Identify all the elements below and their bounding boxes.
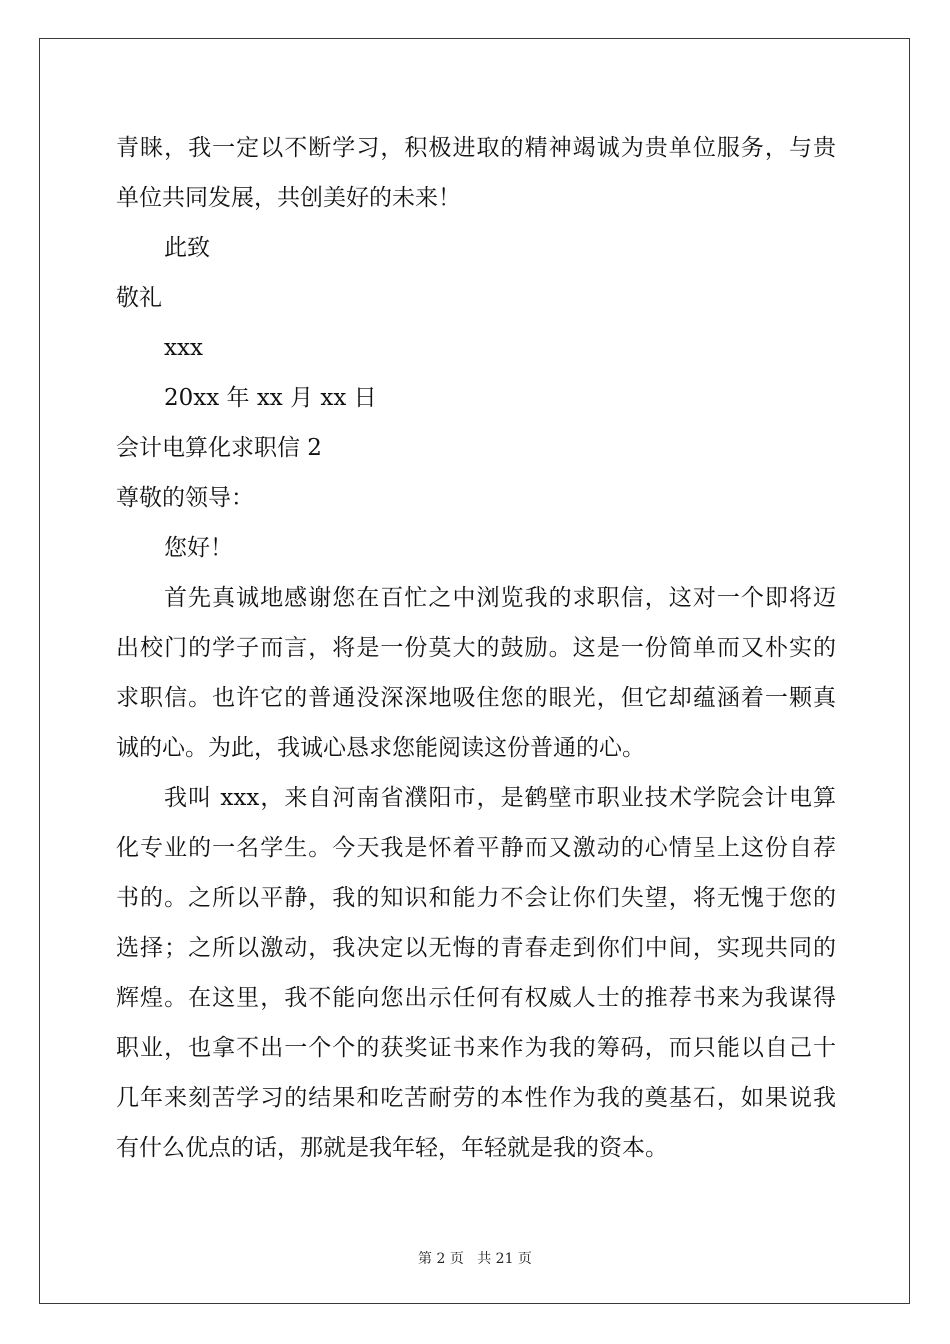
paragraph-line: 求职信。也许它的普通没深深地吸住您的眼光，但它却蕴涵着一颗真 [116,685,836,711]
page-footer [0,1248,950,1268]
paragraph-line: 有什么优点的话，那就是我年轻，年轻就是我的资本。 [116,1135,668,1161]
paragraph-line: 首先真诚地感谢您在百忙之中浏览我的求职信，这对一个即将迈 [164,585,836,611]
paragraph-line: 辉煌。在这里，我不能向您出示任何有权威人士的推荐书来为我谋得 [116,985,836,1011]
paragraph-line: 我叫 xxx，来自河南省濮阳市，是鹤壁市职业技术学院会计电算 [164,785,836,811]
paragraph-line: 几年来刻苦学习的结果和吃苦耐劳的本性作为我的奠基石，如果说我 [116,1085,836,1111]
page-total: 共 21 页 [477,1251,532,1267]
text-line: 青睐，我一定以不断学习，积极进取的精神竭诚为贵单位服务，与贵 [116,135,836,161]
page-border [39,38,910,1304]
closing-text: 此致 [164,235,210,261]
salutation-text: 敬礼 [116,285,162,311]
letter-date: 20xx 年 xx 月 xx 日 [164,385,377,411]
paragraph-line: 化专业的一名学生。今天我是怀着平静而又激动的心情呈上这份自荐 [116,835,836,861]
paragraph-line: 诚的心。为此，我诚心恳求您能阅读这份普通的心。 [116,735,645,761]
paragraph-line: 选择；之所以激动，我决定以无悔的青春走到你们中间，实现共同的 [116,935,836,961]
paragraph-line: 出校门的学子而言，将是一份莫大的鼓励。这是一份简单而又朴实的 [116,635,836,661]
paragraph-line: 职业，也拿不出一个个的获奖证书来作为我的筹码，而只能以自己十 [116,1035,836,1061]
sender-name: xxx [164,335,203,361]
hello-text: 您好！ [164,535,233,561]
section-title: 会计电算化求职信 2 [116,435,322,461]
text-line: 单位共同发展，共创美好的未来！ [116,185,461,211]
greeting-text: 尊敬的领导： [116,485,254,511]
paragraph-line: 书的。之所以平静，我的知识和能力不会让你们失望，将无愧于您的 [116,885,836,911]
page-number: 第 2 页 [418,1251,464,1267]
